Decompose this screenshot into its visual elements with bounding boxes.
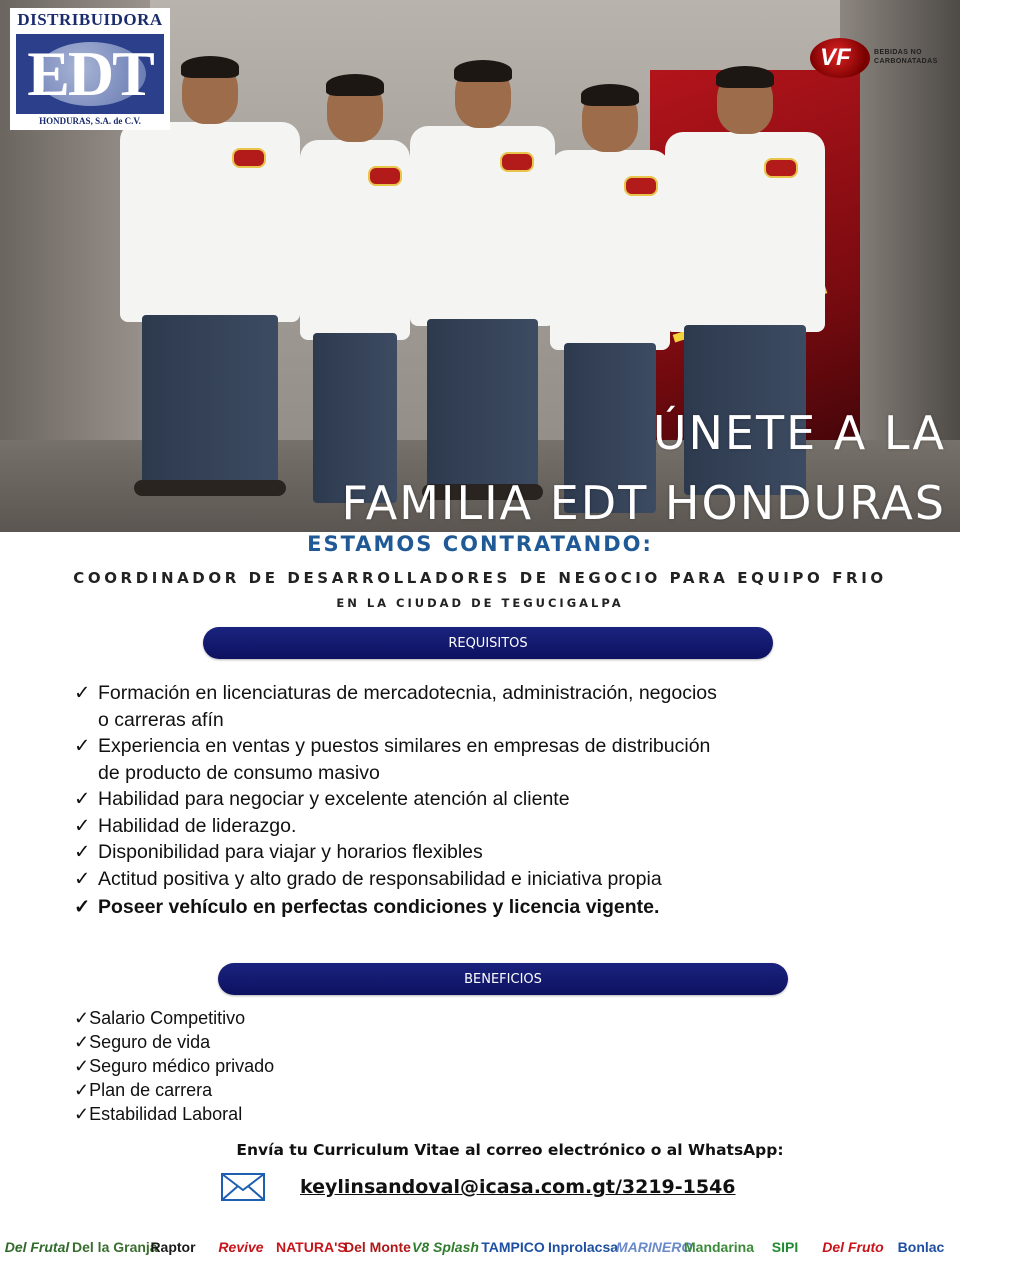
headline-line-1: ÚNETE A LA: [652, 406, 946, 460]
brand-logo: Del Fruto: [822, 1239, 884, 1255]
check-icon: ✓: [74, 682, 91, 704]
brand-logo: Inprolacsa: [548, 1239, 619, 1255]
check-icon: ✓: [74, 788, 91, 810]
requirements-header: REQUISITOS: [203, 627, 773, 659]
edt-honduras-logo: DISTRIBUIDORA EDT HONDURAS, S.A. de C.V.: [10, 8, 170, 130]
requirement-item: ✓ Formación en licenciaturas de mercadotecnia, administración, negocios o carreras afín: [74, 682, 717, 731]
check-icon: ✓: [74, 841, 91, 863]
brand-logo: Bonlac: [897, 1239, 945, 1255]
brand-logo: Revive: [218, 1239, 264, 1255]
brand-logo: Raptor: [150, 1239, 196, 1255]
requirement-item: ✓ Poseer vehículo en perfectas condiciones y licencia vigente.: [74, 894, 834, 921]
benefits-list: [74, 1006, 574, 1126]
hero-photo: [0, 0, 960, 532]
requirement-item: ✓ Habilidad para negociar y excelente atención al cliente: [74, 786, 834, 813]
job-position: COORDINADOR DE DESARROLLADORES DE NEGOCIO PARA EQUIPO FRIO: [73, 569, 887, 587]
contact-cta: Envía tu Curriculum Vitae al correo electrónico o al WhatsApp:: [236, 1141, 784, 1159]
brand-strip: [0, 1222, 960, 1276]
brand-logo: SIPI: [771, 1239, 799, 1255]
requirement-item: ✓ Experiencia en ventas y puestos similares en empresas de distribución de producto de consumo masivo: [74, 735, 711, 784]
benefit-item: ✓Seguro médico privado: [74, 1056, 275, 1076]
headline: [341, 398, 946, 538]
check-icon: ✓: [74, 735, 91, 757]
check-icon: ✓: [74, 896, 91, 918]
job-city: EN LA CIUDAD DE TEGUCIGALPA: [336, 596, 624, 610]
brand-logo: Del Monte: [344, 1239, 411, 1255]
benefit-item: ✓Salario Competitivo: [74, 1008, 246, 1028]
check-icon: ✓: [74, 867, 91, 890]
brand-logo: NATURA'S: [276, 1239, 347, 1255]
benefits-header: BENEFICIOS: [218, 963, 788, 995]
requirement-item: ✓ Habilidad de liderazgo.: [74, 813, 834, 840]
requirement-item: ✓ Disponibilidad para viajar y horarios flexibles: [74, 839, 834, 866]
requirement-item: ✓ Actitud positiva y alto grado de responsabilidad e iniciativa propia: [74, 866, 834, 893]
benefit-item: ✓Plan de carrera: [74, 1080, 213, 1100]
mail-icon: [221, 1173, 265, 1201]
contact-link[interactable]: keylinsandoval@icasa.com.gt/3219-1546: [300, 1176, 736, 1198]
brand-logo: Del la Granja: [72, 1239, 158, 1255]
hiring-title: ESTAMOS CONTRATANDO:: [307, 532, 653, 556]
brand-logo: MARINERO: [616, 1239, 693, 1255]
brand-logo: Del Frutal: [4, 1239, 70, 1255]
benefit-item: ✓Seguro de vida: [74, 1032, 211, 1052]
benefit-item: ✓Estabilidad Laboral: [74, 1104, 243, 1124]
requirements-list: [74, 680, 834, 921]
brand-logo: Mandarina: [684, 1239, 755, 1255]
check-icon: ✓: [74, 814, 91, 837]
brand-logo: V8 Splash: [412, 1239, 479, 1255]
headline-line-2: FAMILIA EDT HONDURAS: [341, 476, 946, 530]
vf-beverages-logo: VF BEBIDAS NO CARBONATADAS: [810, 36, 960, 84]
brand-logo: TAMPICO: [481, 1239, 545, 1255]
